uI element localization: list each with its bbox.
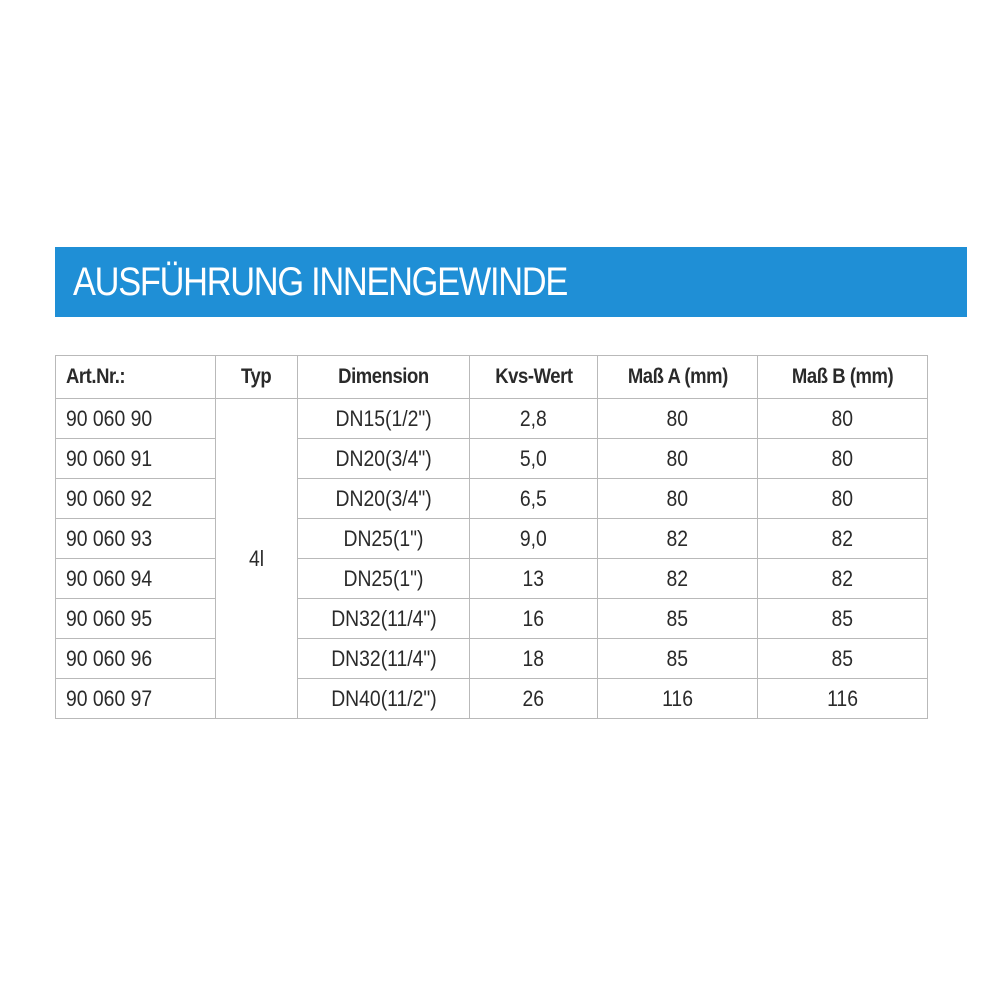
cell-mass-a: 80 [598,399,758,439]
header-dimension: Dimension [298,356,470,399]
table-row [56,559,928,599]
cell-mass-a: 82 [598,519,758,559]
header-art-nr: Art.Nr.: [56,356,216,399]
cell-mass-a: 85 [598,639,758,679]
cell-kvs-wert: 13 [470,559,598,599]
cell-art-nr: 90 060 95 [56,599,216,639]
cell-mass-a: 80 [598,439,758,479]
cell-mass-b: 85 [758,639,928,679]
cell-art-nr: 90 060 94 [56,559,216,599]
cell-mass-b: 85 [758,599,928,639]
cell-mass-a: 82 [598,559,758,599]
cell-kvs-wert: 18 [470,639,598,679]
cell-mass-a: 85 [598,599,758,639]
cell-dimension: DN40(11/2") [298,679,470,719]
table-row [56,439,928,479]
cell-art-nr: 90 060 90 [56,399,216,439]
cell-dimension: DN15(1/2") [298,399,470,439]
cell-art-nr: 90 060 96 [56,639,216,679]
table-row [56,679,928,719]
header-row [56,356,928,399]
cell-kvs-wert: 6,5 [470,479,598,519]
cell-mass-b: 82 [758,519,928,559]
header-kvs-wert: Kvs-Wert [470,356,598,399]
table-row [56,519,928,559]
cell-mass-b: 82 [758,559,928,599]
cell-typ: 4l [216,399,298,719]
cell-mass-b: 116 [758,679,928,719]
cell-dimension: DN32(11/4") [298,599,470,639]
cell-mass-a: 80 [598,479,758,519]
cell-mass-b: 80 [758,479,928,519]
cell-mass-a: 116 [598,679,758,719]
cell-kvs-wert: 26 [470,679,598,719]
table-row [56,639,928,679]
spec-table [55,355,928,719]
header-mass-a: Maß A (mm) [598,356,758,399]
spec-table-header [56,356,928,399]
cell-kvs-wert: 2,8 [470,399,598,439]
cell-mass-b: 80 [758,439,928,479]
cell-dimension: DN20(3/4") [298,439,470,479]
header-typ: Typ [216,356,298,399]
cell-art-nr: 90 060 92 [56,479,216,519]
cell-dimension: DN25(1") [298,519,470,559]
cell-dimension: DN20(3/4") [298,479,470,519]
spec-table-body [56,399,928,719]
cell-kvs-wert: 5,0 [470,439,598,479]
header-mass-b: Maß B (mm) [758,356,928,399]
table-row [56,479,928,519]
cell-mass-b: 80 [758,399,928,439]
cell-art-nr: 90 060 97 [56,679,216,719]
cell-dimension: DN25(1") [298,559,470,599]
cell-dimension: DN32(11/4") [298,639,470,679]
table-row [56,399,928,439]
section-title: AUSFÜHRUNG INNENGEWINDE [73,259,567,304]
section-banner [55,247,967,317]
cell-art-nr: 90 060 93 [56,519,216,559]
cell-kvs-wert: 9,0 [470,519,598,559]
cell-art-nr: 90 060 91 [56,439,216,479]
table-row [56,599,928,639]
cell-kvs-wert: 16 [470,599,598,639]
